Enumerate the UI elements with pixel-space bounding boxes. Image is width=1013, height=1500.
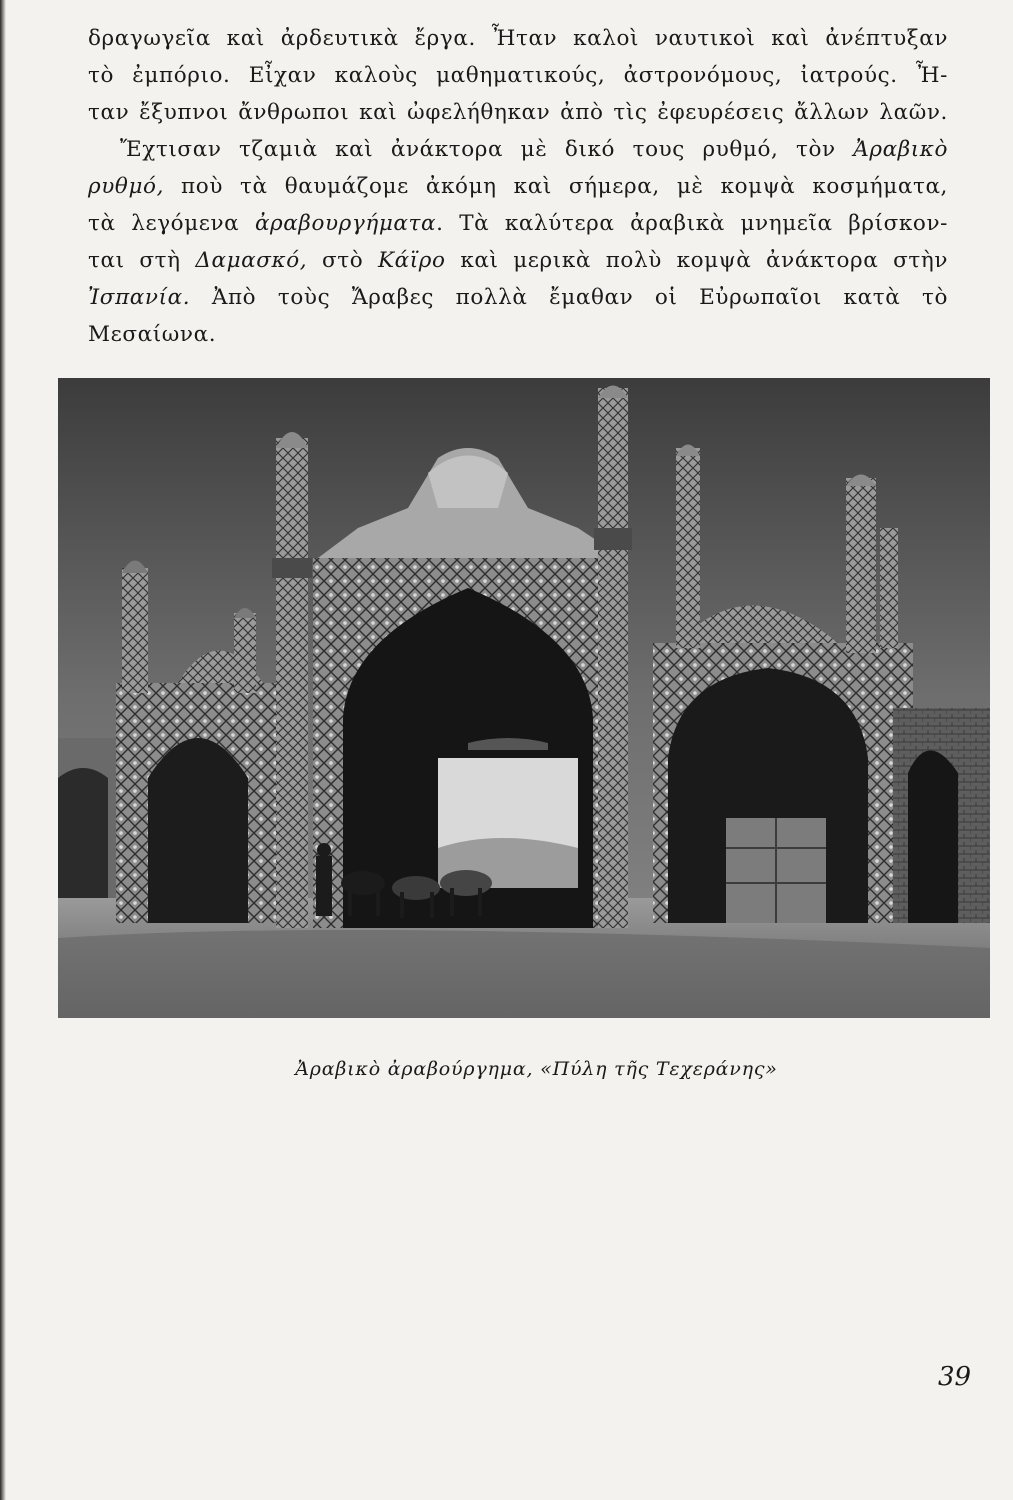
body-text [88,20,948,353]
gate-photograph [58,378,990,1018]
text-run: στὸ [307,248,378,273]
text-run: τὰ λεγόμενα [88,211,255,236]
text-run: Ἀπὸ τοὺς Ἄραβες πολλὰ ἔμαθαν οἱ Εὐρωπαῖοι κατὰ τὸ [190,285,948,310]
figure-caption: Ἀραβικὸ ἀραβούργημα, «Πύλη τῆς Τεχεράνης» [295,1058,778,1080]
text-run: ποὺ τὰ θαυμάζομε ἀκόμη καὶ σήμερα, μὲ κομψὰ κοσμήματα, [164,174,948,199]
text-line [88,279,948,316]
text-line [88,131,948,168]
page-number: 39 [938,1362,972,1392]
text-line [88,168,948,205]
italic-term: ἀραβουργήματα [254,211,437,236]
italic-term: Ἀραβικὸ [853,137,948,162]
text-line: δραγωγεῖα καὶ ἀρδευτικὰ ἔργα. Ἦταν καλοὶ ναυτικοὶ καὶ ἀνέπτυξαν [88,26,948,51]
text-run: . Τὰ καλύτερα ἀραβικὰ μνημεῖα βρίσκον- [436,211,948,236]
gate-illustration [58,378,990,1018]
text-run: καὶ μερικὰ πολὺ κομψὰ ἀνάκτορα στὴν [445,248,949,273]
italic-term: Ἰσπανία. [88,285,191,310]
text-run: Ἔχτισαν τζαμιὰ καὶ ἀνάκτορα μὲ δικό τους ρυθμό, τὸν [120,137,854,162]
text-line: τὸ ἐμπόριο. Εἶχαν καλοὺς μαθηματικούς, ἀστρονόμους, ἰατρούς. Ἦ- [88,63,948,88]
italic-term: Δαμασκό, [195,248,308,273]
italic-term: Κάϊρο [378,248,446,273]
text-line: Μεσαίωνα. [88,322,217,347]
text-line [88,242,948,279]
text-line [88,205,948,242]
italic-term: ρυθμό, [88,174,165,199]
text-run: ται στὴ [88,248,196,273]
page-edge-shadow [0,0,6,1500]
text-line: ταν ἔξυπνοι ἄνθρωποι καὶ ὠφελήθηκαν ἀπὸ τὶς ἐφευρέσεις ἄλλων λαῶν. [88,100,948,125]
